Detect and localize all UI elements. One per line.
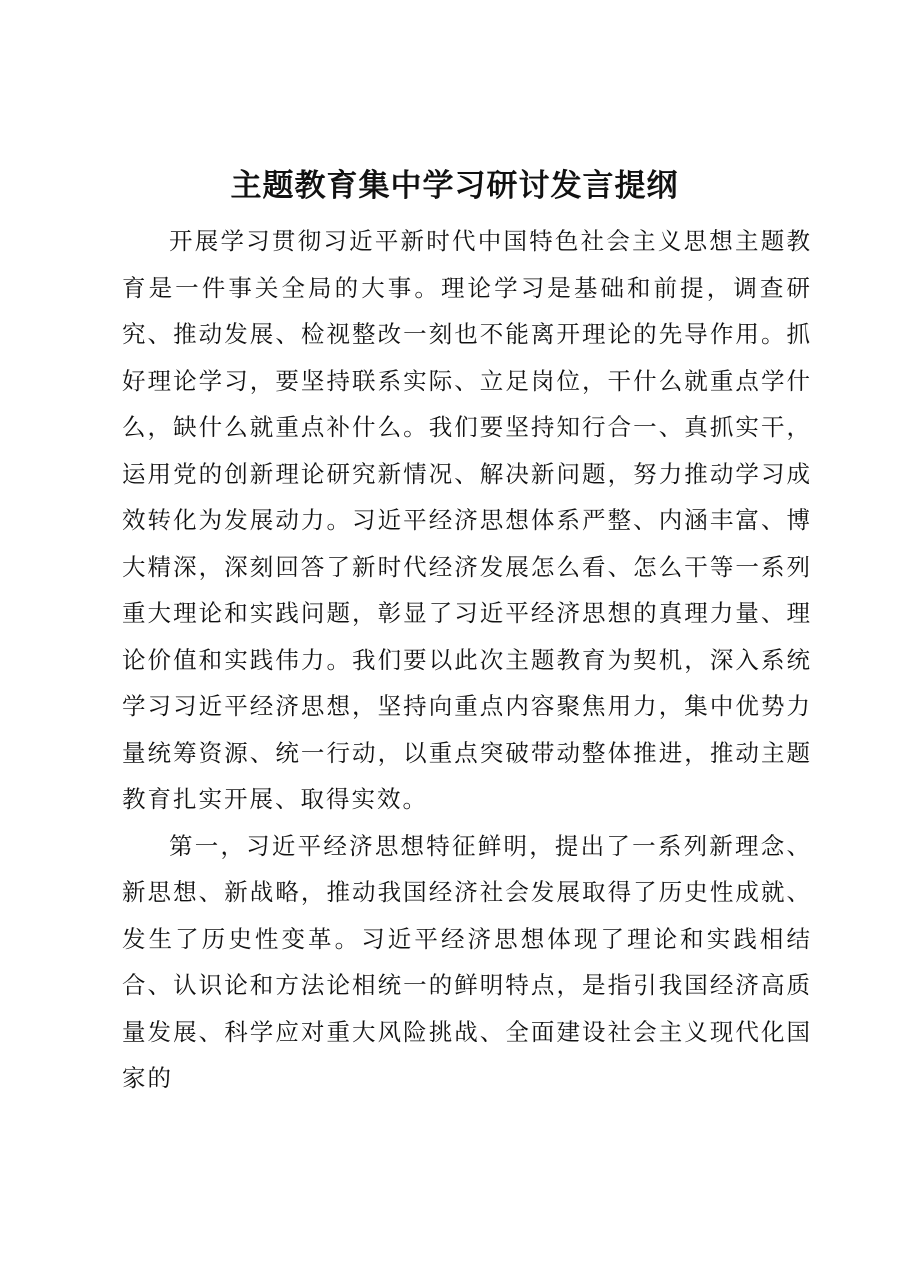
document-body: [122, 218, 812, 1102]
document-title: 主题教育集中学习研讨发言提纲: [230, 168, 679, 204]
paragraph-intro: 开展学习贯彻习近平新时代中国特色社会主义思想主题教育是一件事关全局的大事。理论学习是基础和前提，调查研究、推动发展、检视整改一刻也不能离开理论的先导作用。抓好理论学习，要坚持联系实际、立足岗位，干什么就重点学什么，缺什么就重点补什么。我们要坚持知行合一、真抓实干，运用党的创新理论研究新情况、解决新问题，努力推动学习成效转化为发展动力。习近平经济思想体系严整、内涵丰富、博大精深，深刻回答了新时代经济发展怎么看、怎么干等一系列重大理论和实践问题，彰显了习近平经济思想的真理力量、理论价值和实践伟力。我们要以此次主题教育为契机，深入系统学习习近平经济思想，坚持向重点内容聚焦用力，集中优势力量统筹资源、统一行动，以重点突破带动整体推进，推动主题教育扎实开展、取得实效。: [122, 227, 812, 813]
paragraph-first-point: 第一，习近平经济思想特征鲜明，提出了一系列新理念、新思想、新战略，推动我国经济社会发展取得了历史性成就、发生了历史性变革。习近平经济思想体现了理论和实践相结合、认识论和方法论相统一的鲜明特点，是指引我国经济高质量发展、科学应对重大风险挑战、全面建设社会主义现代化国家的: [122, 831, 812, 1092]
